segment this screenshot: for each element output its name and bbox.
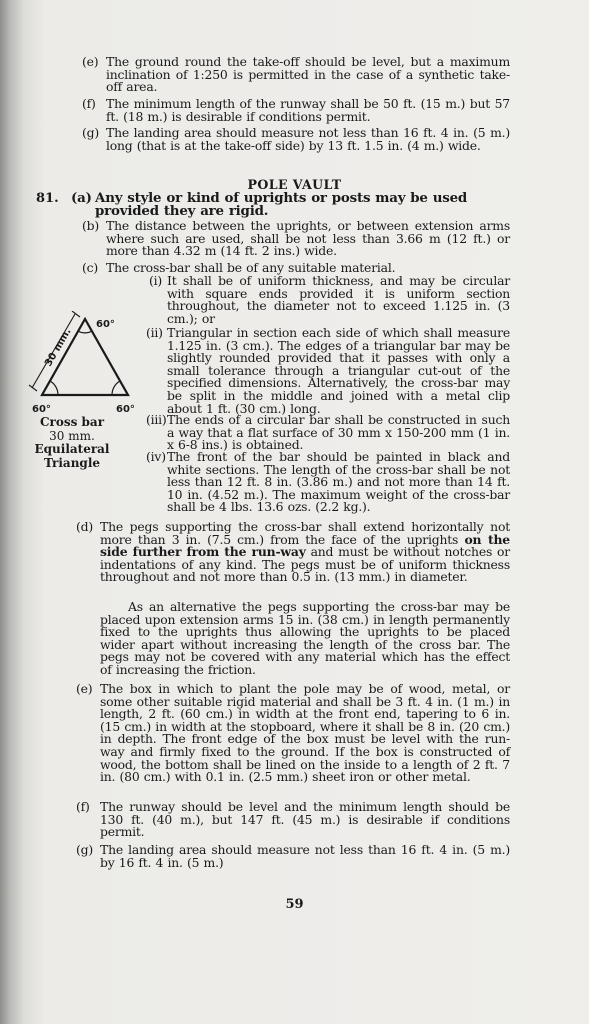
page-number: 59	[285, 897, 304, 912]
paragraph-label: (a)	[71, 190, 92, 206]
paragraph-text: The landing area should measure not less than 16 ft. 4 in. (5 m.) by 16 ft. 4 in. (5 m.)	[100, 842, 510, 870]
paragraph-label: (c)	[82, 260, 99, 275]
caption-line: Cross bar	[39, 415, 105, 429]
caption-line: 30 mm.	[49, 428, 95, 443]
rule-number: 81.	[36, 191, 59, 206]
subparagraph-text: It shall be of uniform thickness, and may be circular with square ends provided it is uniform section throughout, the diameter not to exceed 1.125 in. (3 cm.); or	[167, 273, 510, 326]
paragraph-d-alternative	[100, 601, 510, 677]
bold-text-run: on the side further from the run-way	[100, 531, 510, 560]
subparagraph-i	[146, 275, 510, 325]
paragraph-label: (e)	[82, 54, 99, 69]
paragraph-label: (g)	[76, 842, 93, 857]
paragraph-text	[100, 521, 510, 584]
subparagraph-label: (i)	[149, 273, 163, 288]
angle-label-right: 60°	[116, 404, 135, 415]
paragraph-text: Any style or kind of uprights or posts may be used provided they are rigid.	[95, 190, 468, 219]
paragraph-b-distance	[82, 220, 510, 258]
subparagraph-label: (iii)	[146, 412, 167, 427]
paragraph-e-box	[76, 683, 510, 784]
paragraph-text: As an alternative the pegs supporting the cross-bar may be placed upon extension arms 15 in. (38 cm.) in length permanently fixed to the uprights thus allowing the uprights to be placed wider apart without increasing the length of the cross bar. The pegs may not be covered with any material which has the effect of increasing the friction.	[100, 599, 510, 677]
paragraph-text: The distance between the uprights, or between extension arms where such are used, shall be not less than 3.66 m (12 ft.) or more than 4.32 m (14 ft. 2 ins.) wide.	[106, 218, 510, 259]
paragraph-text: The minimum length of the runway shall be 50 ft. (15 m.) but 57 ft. (18 m.) is desirable if conditions permit.	[106, 96, 510, 124]
subparagraph-label: (ii)	[146, 325, 163, 340]
paragraph-label: (g)	[82, 125, 99, 140]
angle-arc-right	[112, 381, 120, 395]
subparagraph-iv	[146, 451, 510, 514]
angle-label-top: 60°	[96, 319, 115, 330]
paragraph-text: The cross-bar shall be of any suitable material.	[106, 260, 396, 275]
text-run: The pegs supporting the cross-bar shall extend horizontally not more than 3 in. (7.5 cm.) from the face of the uprights	[100, 519, 510, 547]
paragraph-label: (e)	[76, 681, 93, 696]
angle-label-left: 60°	[32, 404, 51, 415]
paragraph-f-runway	[76, 801, 510, 839]
paragraph-e-takeoff	[82, 56, 510, 94]
paragraph-text: The landing area should measure not less than 16 ft. 4 in. (5 m.) long (that is at the take-off side) by 13 ft. 1.5 in. (4 m.) wide.	[106, 125, 510, 153]
subparagraph-ii	[146, 327, 510, 415]
subparagraph-iii	[146, 414, 510, 452]
angle-arc-left	[50, 381, 58, 395]
figure-caption	[32, 416, 112, 470]
paragraph-label: (f)	[82, 96, 96, 111]
paragraph-text: The box in which to plant the pole may be of wood, metal, or some other suitable rigid material and shall be 3 ft. 4 in. (1 m.) in length, 2 ft. (60 cm.) in width at the front end, tapering to 6 in. (15 cm.) in width at the stopboard, where it shall be 8 in. (20 cm.) in depth. The front edge of the box must be level with the run-way and firmly fixed to the ground. If the box is constructed of wood, the bottom shall be lined on the inside to a length of 2 ft. 7 in. (80 cm.) with 0.1 in. (2.5 mm.) sheet iron or other metal.	[100, 681, 510, 785]
dimension-label: 30 mm.	[43, 326, 74, 369]
paragraph-text: The ground round the take-off should be level, but a maximum inclination of 1:250 is permitted in the case of a synthetic take-off area.	[106, 54, 510, 95]
text-run: and must be without notches or indentations of any kind. The pegs must be of uniform thickness throughout and not more than 0.5 in. (13 mm.) in diameter.	[100, 544, 510, 585]
caption-line: Equilateral	[34, 442, 110, 456]
subparagraph-text: The front of the bar should be painted in black and white sections. The length of the cross-bar shall be not less than 12 ft. 8 in. (3.86 m.) and not more than 14 ft. 10 in. (4.52 m.). The maximum weight of the cross-bar shall be 4 lbs. 13.6 ozs. (2.2 kg.).	[167, 449, 510, 515]
paragraph-d-pegs	[76, 521, 510, 584]
paragraph-g-landing-area	[82, 127, 510, 152]
angle-arc-top	[78, 331, 92, 333]
equilateral-triangle-figure	[28, 311, 140, 415]
caption-line: Triangle	[43, 455, 101, 470]
paragraph-a-uprights	[71, 192, 511, 217]
section-title: POLE VAULT	[247, 177, 342, 192]
subparagraph-text: Triangular in section each side of which shall measure 1.125 in. (3 cm.). The edges of a triangular bar may be slightly rounded provided that it passes with only a small tolerance through a triangular cut-out of the specified dimensions. Alternatively, the cross-bar may be split in the middle and joined with a metal clip about 1 ft. (30 cm.) long.	[167, 325, 510, 416]
paragraph-label: (d)	[76, 519, 93, 534]
paragraph-label: (b)	[82, 218, 99, 233]
subparagraph-text: The ends of a circular bar shall be constructed in such a way that a flat surface of 30 mm x 150-200 mm (1 in. x 6-8 ins.) is obtained.	[167, 412, 510, 453]
paragraph-text: The runway should be level and the minimum length should be 130 ft. (40 m.), but 147 ft. (45 m.) is desirable if conditions permit.	[100, 799, 510, 840]
subparagraph-label: (iv)	[146, 449, 166, 464]
paragraph-label: (f)	[76, 799, 90, 814]
paragraph-f-runway-length	[82, 98, 510, 123]
paragraph-g-landing	[76, 844, 510, 869]
